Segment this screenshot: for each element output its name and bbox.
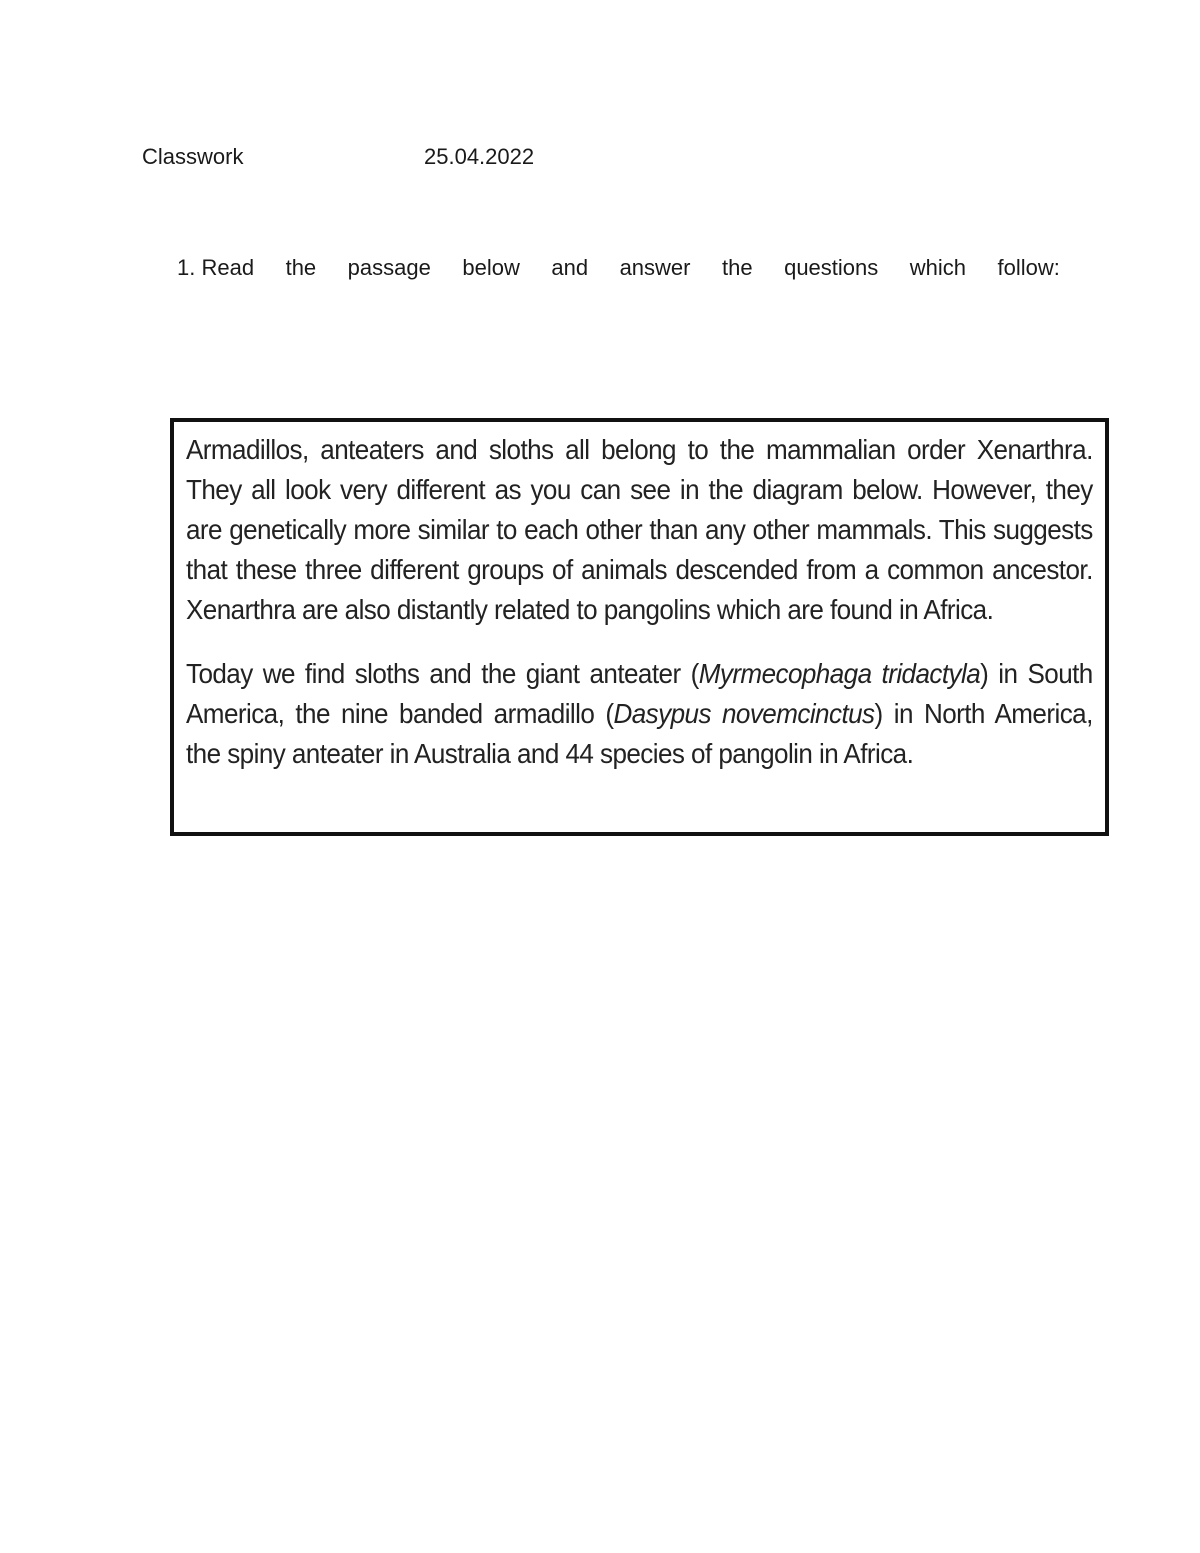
species-name-giant-anteater: Myrmecophaga tridactyla [698,658,981,689]
instruction-word: Read [201,255,255,280]
paragraph-2-text: ) in North America, the spiny anteater in Australia and 44 species of pangolin in Africa. [186,698,1093,769]
instruction-word: passage [347,255,431,280]
date-label: 25.04.2022 [424,144,535,169]
species-name-armadillo: Dasypus novemcinctus [613,698,875,729]
instruction-word: the [285,255,317,280]
instruction-word: which [909,255,967,280]
instruction-word: below [462,255,520,280]
instruction-number: 1. [177,255,196,280]
classwork-label: Classwork [142,144,244,169]
passage-box [170,418,1109,836]
instruction-number-and-word [177,255,254,281]
passage-paragraph-2 [186,654,1093,774]
instruction-word: follow: [997,255,1060,280]
instruction-word: answer [619,255,691,280]
instruction-word: the [721,255,753,280]
instruction-word: and [551,255,589,280]
instruction-word: questions [784,255,879,280]
instruction-line [177,255,1060,281]
paragraph-2-text: ) in South America, the nine banded armadillo ( [186,658,1093,729]
paragraph-2-text: Today we find sloths and the giant anteater ( [186,658,699,689]
passage-paragraph-1: Armadillos, anteaters and sloths all belong to the mammalian order Xenarthra. They all look very different as you can see in the diagram below. However, they are genetically more similar to each other than any other mammals. This suggests that these three different groups of animals descended from a common ancestor. Xenarthra are also distantly related to pangolins which are found in Africa. [186,434,1093,625]
